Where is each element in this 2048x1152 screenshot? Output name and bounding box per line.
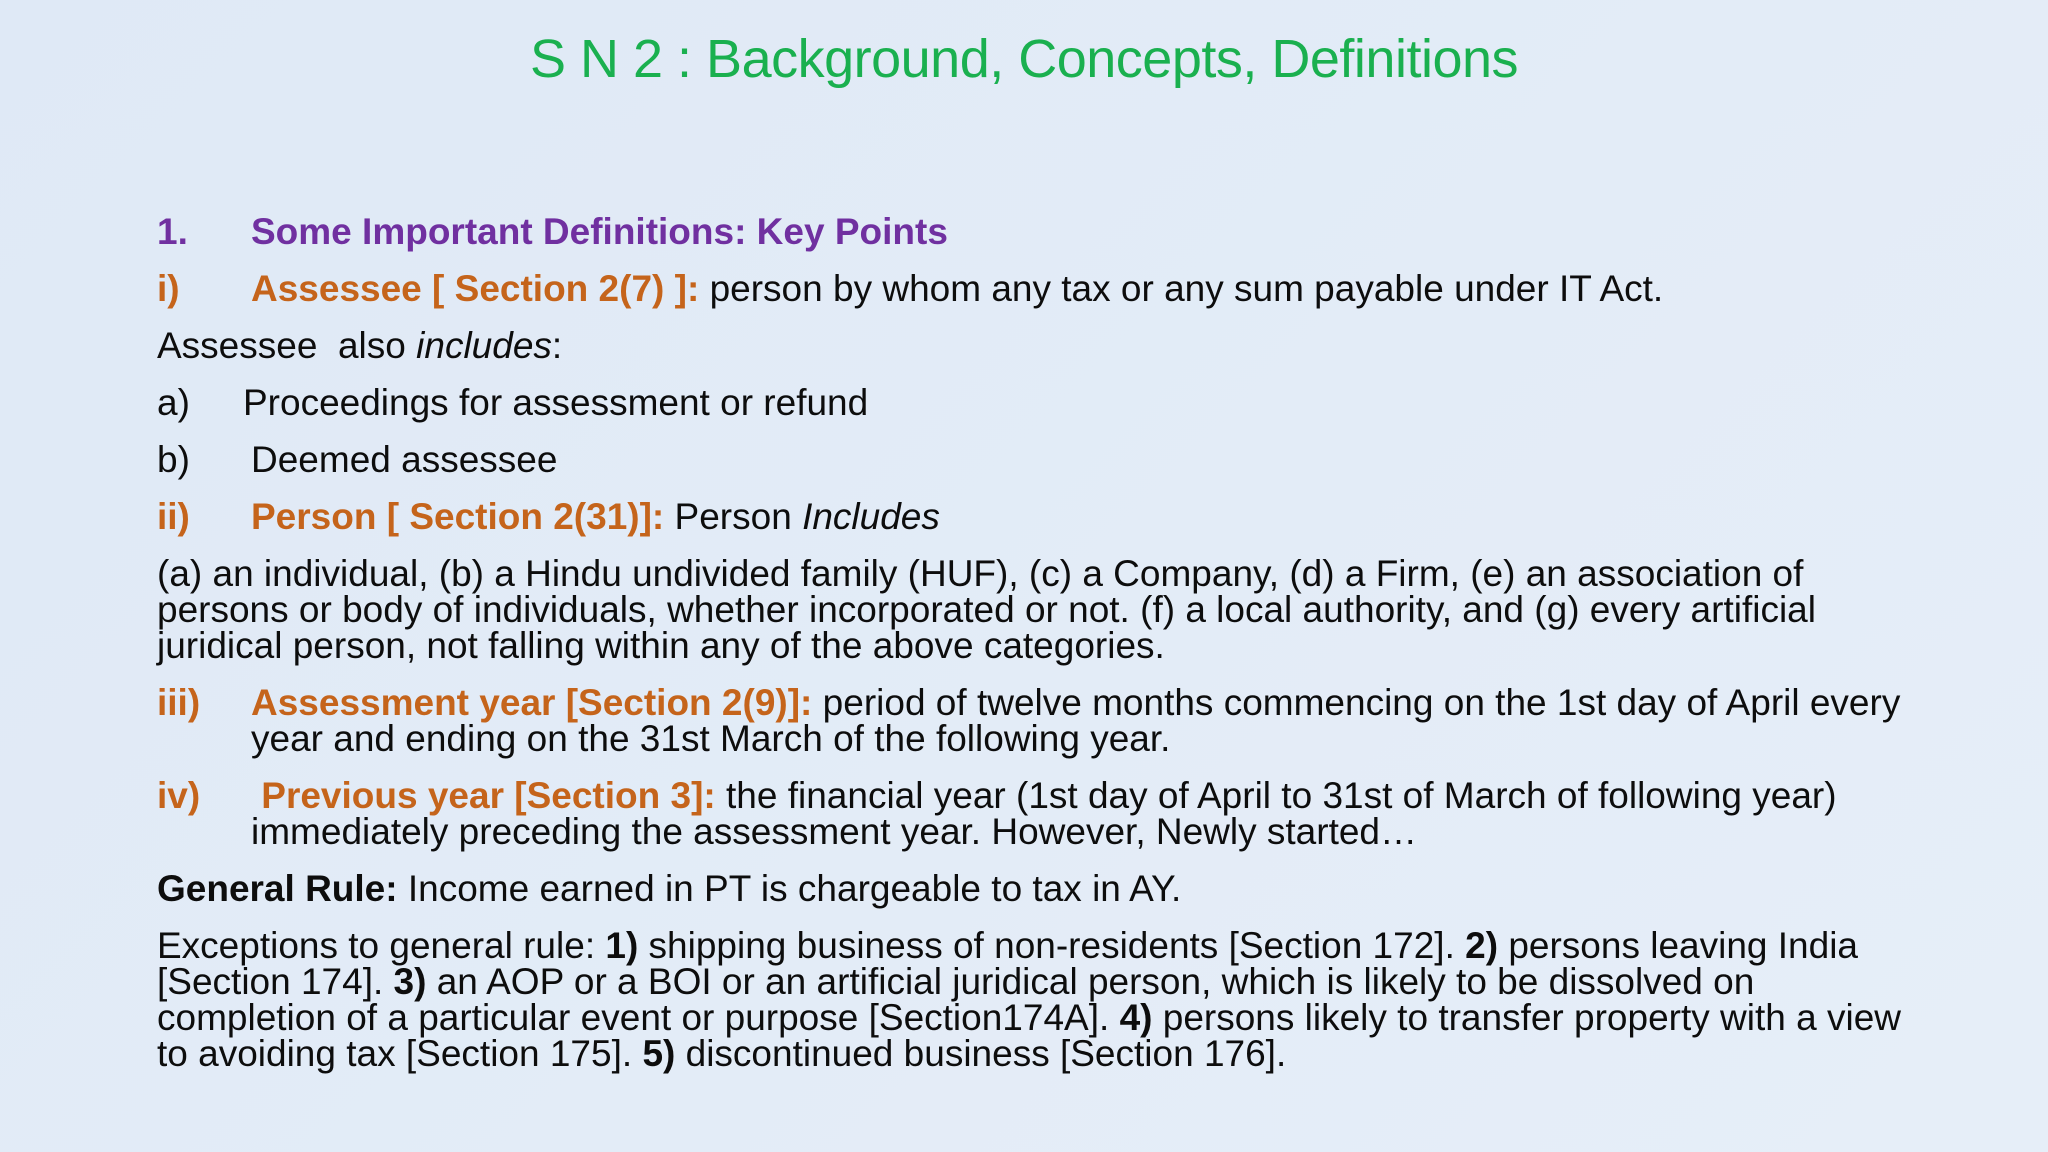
exception-text: discontinued business [Section 176]. [675,1033,1287,1074]
exception-text: an AOP or a BOI or an artificial juridical person, which is likely to be dissolved on completion of a particular event or purpose [Section174A]. [157,961,1755,1038]
exception-number: 1) [605,925,639,966]
person-includes-word: Includes [802,496,940,537]
exception-number: 4) [1119,997,1153,1038]
assessee-includes-word: includes [416,325,552,366]
assessment-year-marker: iii) [157,682,201,723]
general-rule-text: Income earned in PT is chargeable to tax in AY. [397,868,1182,909]
assessment-year-text: period of twelve months commencing on the 1st day of April every year and ending on the 31st March of the following year. [251,682,1901,759]
exception-number: 5) [642,1033,676,1074]
assessee-includes-prefix: Assessee also [157,325,417,366]
list-item-marker: b) [157,439,190,480]
person-label: Person [ Section 2(31)]: [251,496,665,537]
exception-text: persons leaving India [Section 174]. [157,925,1859,1002]
list-item [157,439,1917,480]
section-heading-text: Some Important Definitions: Key Points [251,211,948,252]
assessee-text: person by whom any tax or any sum payable under IT Act. [699,268,1664,309]
assessee-label: Assessee [ Section 2(7) ]: [251,268,700,309]
assessment-year-label: Assessment year [Section 2(9)]: [251,682,813,723]
person-list-text: (a) an individual, (b) a Hindu undivided family (HUF), (c) a Company, (d) a Firm, (e) an association of persons or body of individuals, whether incorporated or not. (f) a local authority, and (g) every artificial juridical person, not falling within any of the above categories. [157,553,1816,666]
exceptions-paragraph [157,925,1917,1074]
assessee-includes-suffix: : [551,325,563,366]
person-text: Person [664,496,803,537]
assessee-includes [157,325,1917,366]
slide-title: S N 2 : Background, Concepts, Definitions [529,29,1519,89]
general-rule-label: General Rule: [157,868,398,909]
exception-number: 2) [1465,925,1499,966]
previous-year-label: Previous year [Section 3]: [251,775,716,816]
general-rule [157,868,1917,909]
exception-text: persons likely to transfer property with a view to avoiding tax [Section 175]. [157,997,1901,1074]
definition-assessee [157,268,1917,309]
list-item-text: Deemed assessee [251,439,558,480]
section-number: 1. [157,211,188,252]
slide-body [157,211,1917,1093]
exception-number: 3) [393,961,427,1002]
previous-year-marker: iv) [157,775,201,816]
definition-person [157,496,1917,537]
previous-year-text: the financial year (1st day of April to 31st of March of following year) immediately preceding the assessment year. However, Newly started… [251,775,1837,852]
list-item-text: Proceedings for assessment or refund [243,382,869,423]
list-item-marker: a) [157,382,190,423]
person-marker: ii) [157,496,190,537]
assessee-marker: i) [157,268,180,309]
exceptions-intro: Exceptions to general rule: [157,925,606,966]
exception-text: shipping business of non-residents [Section 172]. [638,925,1466,966]
definition-previous-year [157,775,1917,852]
list-item [157,382,1917,423]
definition-assessment-year [157,682,1917,759]
section-heading [157,211,1917,252]
